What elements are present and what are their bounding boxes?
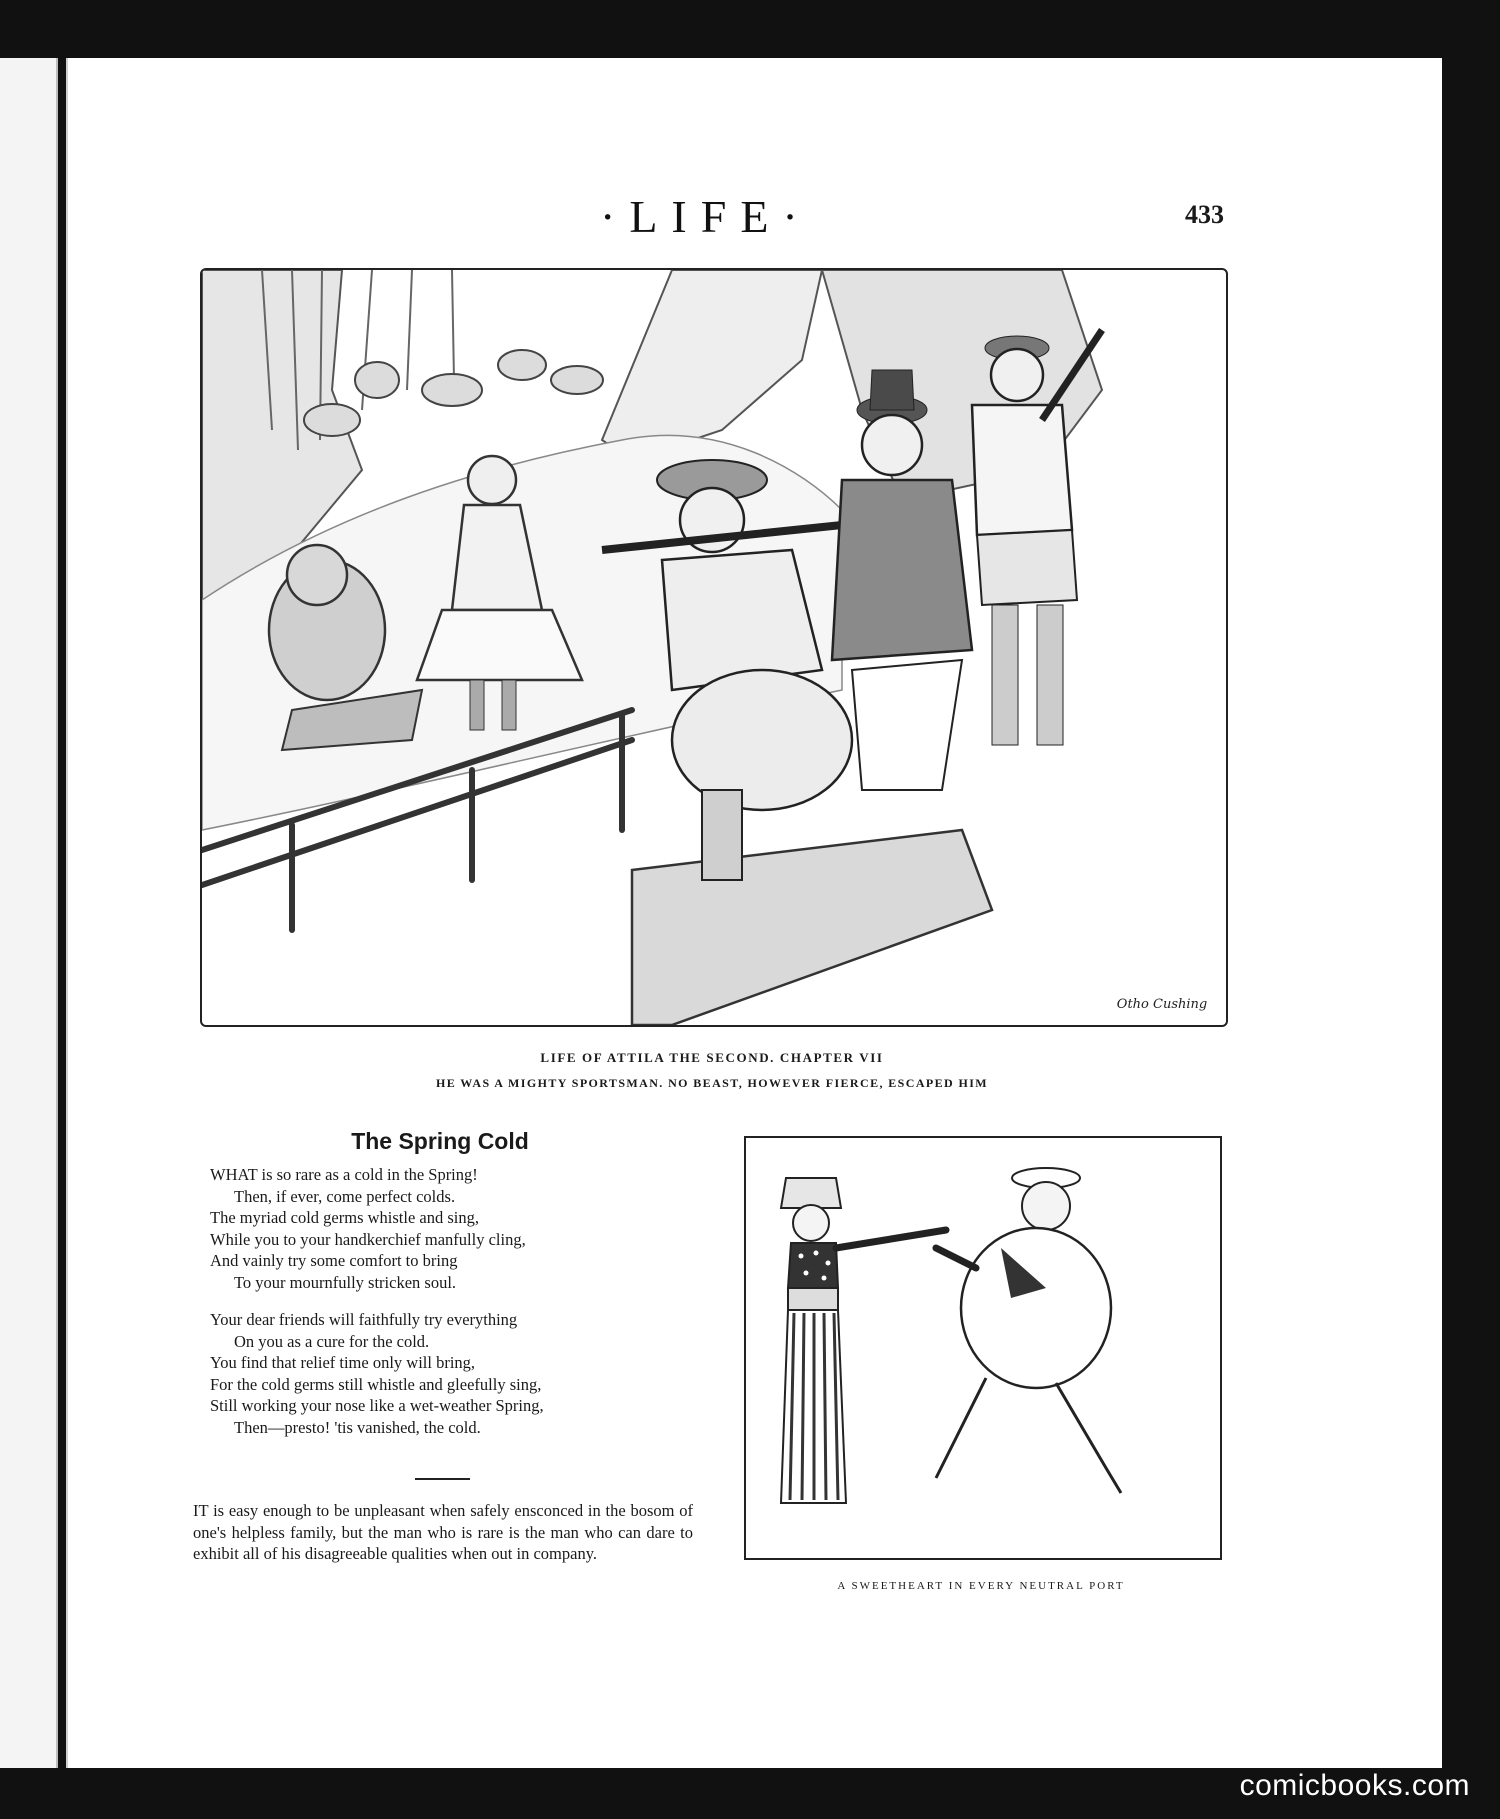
- previous-page-edge: [0, 58, 58, 1768]
- poem-line: And vainly try some comfort to bring: [210, 1251, 458, 1270]
- poem-line: The myriad cold germs whistle and sing,: [210, 1208, 479, 1227]
- poem-line: Then, if ever, come perfect colds.: [234, 1186, 456, 1206]
- poem-stanza: [210, 1164, 670, 1293]
- main-cartoon-caption-title: LIFE OF ATTILA THE SECOND. CHAPTER VII: [540, 1050, 884, 1065]
- poem-line: Then—presto! 'tis vanished, the cold.: [234, 1417, 481, 1437]
- section-divider: [415, 1478, 470, 1480]
- main-cartoon-illustration: [200, 268, 1228, 1027]
- poem-line: WHAT is so rare as a cold in the Spring!: [210, 1165, 478, 1184]
- site-watermark: comicbooks.com: [1239, 1769, 1470, 1802]
- sailor-figure: [936, 1168, 1121, 1493]
- poem-line: To your mournfully stricken soul.: [234, 1272, 457, 1292]
- poem-line: For the cold germs still whistle and gleefully sing,: [210, 1374, 542, 1394]
- poem-stanza: [210, 1309, 670, 1438]
- poem-title: The Spring Cold: [351, 1128, 529, 1154]
- page-number: 433: [1185, 200, 1224, 229]
- masthead: ·LIFE·: [600, 191, 812, 242]
- second-cartoon-illustration: [744, 1136, 1222, 1560]
- second-cartoon-caption: A SWEETHEART IN EVERY NEUTRAL PORT: [837, 1580, 1125, 1592]
- poem-line: Your dear friends will faithfully try everything: [210, 1310, 518, 1329]
- poem-line: While you to your handkerchief manfully cling,: [210, 1229, 526, 1249]
- woman-figure: [781, 1178, 946, 1503]
- artist-signature: Otho Cushing: [1116, 997, 1208, 1012]
- poem-body: [210, 1164, 670, 1454]
- main-cartoon-caption-subtitle: HE WAS A MIGHTY SPORTSMAN. NO BEAST, HOWEVER FIERCE, ESCAPED HIM: [435, 1076, 989, 1090]
- poem-line: Still working your nose like a wet-weather Spring,: [210, 1396, 544, 1415]
- prose-paragraph: IT is easy enough to be unpleasant when safely ensconced in the bosom of one's helpless family, but the man who is rare is the man who can dare to exhibit all of his disagreeable qualities when out in company.: [193, 1501, 693, 1563]
- poem-line: You find that relief time only will bring,: [210, 1353, 476, 1372]
- poem-line: On you as a cure for the cold.: [234, 1331, 430, 1351]
